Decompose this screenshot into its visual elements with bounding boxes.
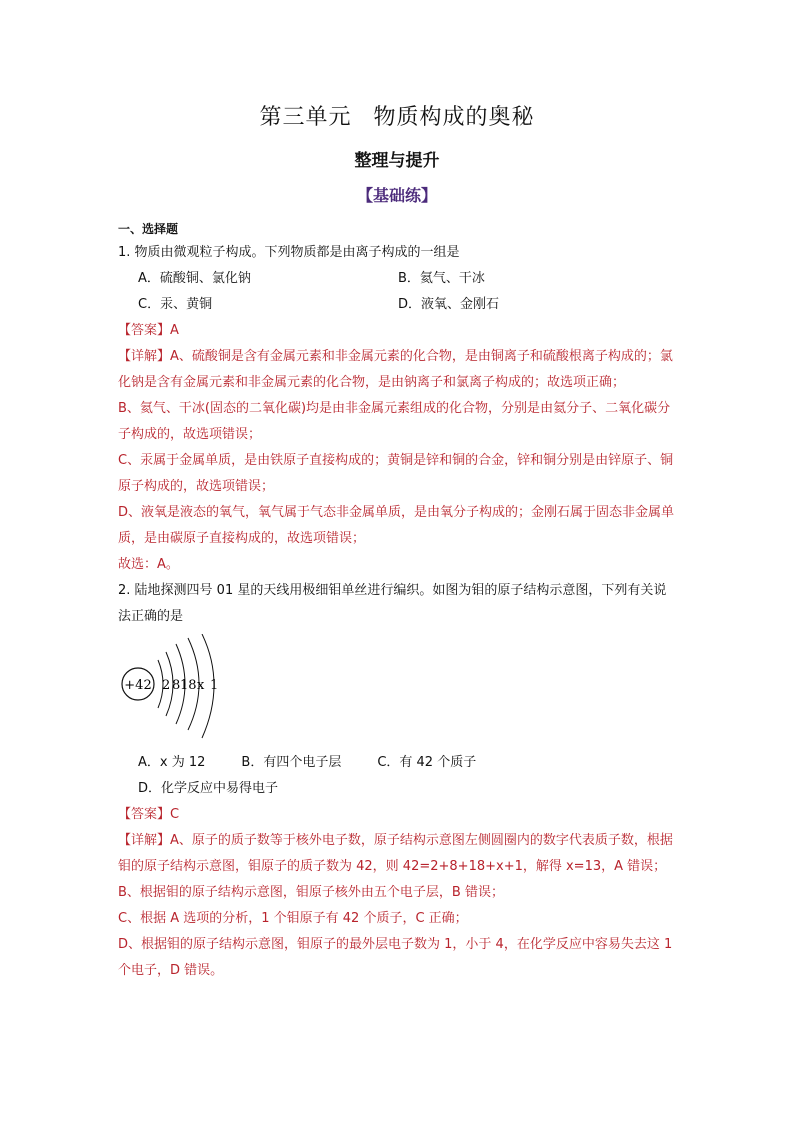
unit-label: 第三单元 — [259, 105, 352, 130]
option-a: A．x 为 12 — [138, 755, 206, 770]
shell-count-1: 2 — [162, 678, 171, 693]
question-1-stem: 1. 物质由微观粒子构成。下列物质都是由离子构成的一组是 — [118, 245, 460, 260]
option-c: C．汞、黄铜 — [138, 297, 213, 312]
explanation-line: C、根据 A 选项的分析，1 个钼原子有 42 个质子，C 正确； — [118, 911, 468, 926]
level-tag: 【基础练】 — [356, 186, 437, 205]
explanation-line: B、氦气、干冰(固态的二氧化碳)均是由非金属元素组成的化合物，分别是由氦分子、二氧化碳分子构成的，故选项错误； — [118, 401, 671, 442]
explanation-line: A、硫酸铜是含有金属元素和非金属元素的化合物，是由铜离子和硫酸根离子构成的；氯化钠是含有金属元素和非金属元素的化合物，是由钠离子和氯离子构成的；故选项正确； — [118, 349, 673, 390]
explanation-label: 【详解】 — [118, 349, 171, 364]
atom-structure-diagram — [118, 634, 678, 744]
answer-value: A — [170, 323, 179, 338]
option-d: D．化学反应中易得电子 — [138, 781, 279, 796]
question-2 — [118, 578, 678, 984]
explanation-line: D、液氧是液态的氧气，氧气属于气态非金属单质，是由氧分子构成的；金刚石属于固态非金属单质，是由碳原子直接构成的，故选项错误； — [118, 505, 675, 546]
atom-diagram-svg — [118, 634, 238, 744]
explanation-line: C、汞属于金属单质，是由铁原子直接构成的；黄铜是锌和铜的合金，锌和铜分别是由锌原子、铜原子构成的，故选项错误； — [118, 453, 674, 494]
question-2-answer — [118, 802, 678, 828]
explanation-line: D、根据钼的原子结构示意图，钼原子的最外层电子数为 1，小于 4，在化学反应中容易失去这 1 个电子，D 错误。 — [118, 937, 673, 978]
explanation-label: 【详解】 — [118, 833, 171, 848]
nucleus-label: +42 — [124, 678, 152, 693]
answer-label: 【答案】 — [118, 807, 171, 822]
section-heading: 一、选择题 — [118, 222, 179, 236]
question-1 — [118, 240, 678, 578]
option-b: B．氦气、干冰 — [398, 271, 485, 286]
question-2-stem: 2. 陆地探测四号 01 星的天线用极细钼单丝进行编织。如图为钼的原子结构示意图，下列有关说法正确的是 — [118, 583, 667, 624]
question-2-options — [118, 750, 678, 802]
option-d: D．液氧、金刚石 — [398, 297, 500, 312]
shell-count-4: x — [197, 678, 205, 693]
option-c: C．有 42 个质子 — [377, 755, 477, 770]
shell-count-2: 8 — [172, 678, 181, 693]
shell-count-5: 1 — [210, 678, 219, 693]
explanation-line: A、原子的质子数等于核外电子数，原子结构示意图左侧圆圈内的数字代表质子数，根据钼的原子结构示意图，钼原子的质子数为 42，则 42=2+8+18+x+1，解得 x=13，A 错误； — [118, 833, 673, 874]
explanation-line: B、根据钼的原子结构示意图，钼原子核外由五个电子层，B 错误； — [118, 885, 504, 900]
question-1-answer — [118, 318, 678, 344]
topic-label: 物质构成的奥秘 — [373, 105, 535, 130]
shell-count-3: 18 — [180, 678, 197, 693]
explanation-line: 故选：A。 — [118, 557, 179, 572]
question-2-explanation — [118, 828, 678, 984]
option-a: A．硫酸铜、氯化钠 — [138, 271, 251, 286]
answer-label: 【答案】 — [118, 323, 171, 338]
answer-value: C — [170, 807, 180, 822]
page-subtitle: 整理与提升 — [354, 151, 440, 171]
page-title — [0, 100, 794, 131]
question-1-explanation — [118, 344, 678, 578]
option-b: B．有四个电子层 — [241, 755, 342, 770]
question-1-options — [118, 266, 678, 318]
content-body — [118, 218, 678, 984]
